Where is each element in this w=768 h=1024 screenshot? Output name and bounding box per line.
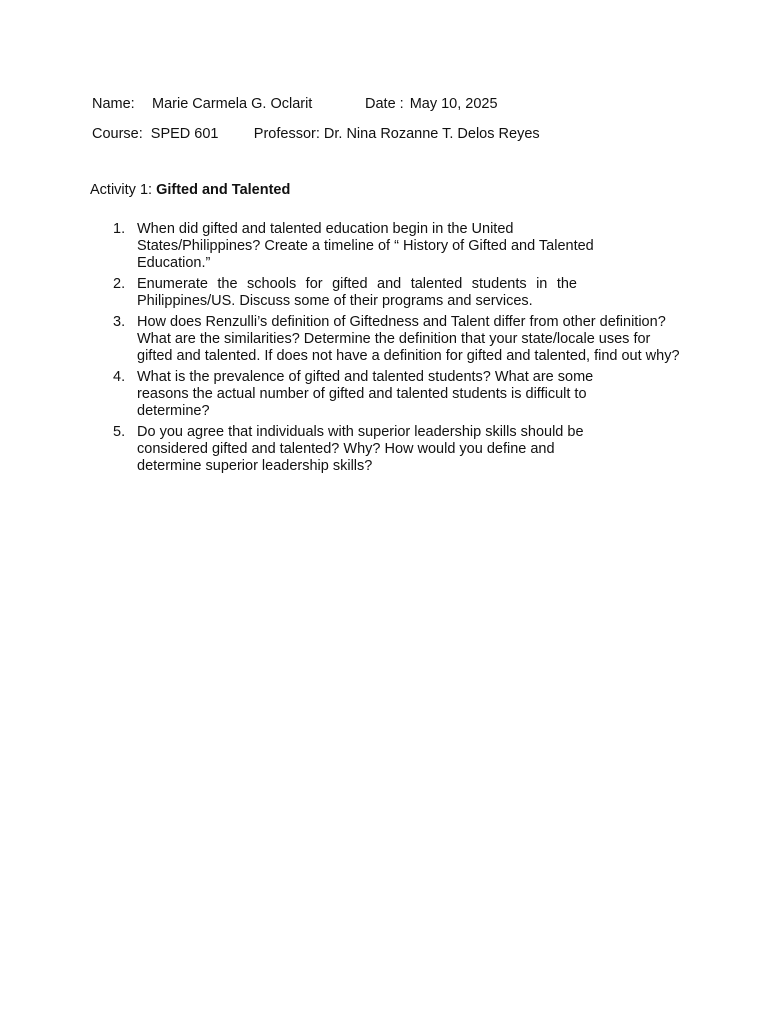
course-label: Course: bbox=[92, 126, 143, 142]
professor-label: Professor: bbox=[253, 126, 320, 142]
header-course-professor-row bbox=[92, 125, 540, 143]
course-value: SPED 601 bbox=[150, 126, 219, 142]
question-number: 5. bbox=[113, 424, 126, 440]
professor-value: Dr. Nina Rozanne T. Delos Reyes bbox=[323, 126, 540, 142]
activity-heading bbox=[90, 181, 290, 199]
activity-label: Activity 1: bbox=[90, 182, 153, 198]
header-name-date-row bbox=[92, 95, 498, 113]
question-text: When did gifted and talented education begin in the United States/Philippines? Create a timeline of “ History of Gifted and Talented Education.” bbox=[137, 221, 594, 271]
question-item bbox=[113, 314, 683, 365]
activity-title: Gifted and Talented bbox=[156, 182, 291, 198]
question-item bbox=[113, 276, 683, 310]
question-text: Do you agree that individuals with superior leadership skills should be considered gifted and talented? Why? How would you define and determine superior leadership skills? bbox=[137, 424, 584, 474]
question-number: 2. bbox=[113, 276, 126, 292]
question-number: 3. bbox=[113, 314, 126, 330]
date-label: Date : bbox=[365, 96, 404, 112]
question-list bbox=[113, 221, 683, 479]
question-item bbox=[113, 221, 683, 272]
name-value: Marie Carmela G. Oclarit bbox=[152, 96, 313, 112]
name-label: Name: bbox=[92, 96, 135, 112]
question-number: 1. bbox=[113, 221, 126, 237]
question-item bbox=[113, 369, 683, 420]
question-text: How does Renzulli’s definition of Giftedness and Talent differ from other definition? What are the similarities? Determine the definition that your state/locale uses for gifted and talented. If does not have a definition for gifted and talented, find out why? bbox=[137, 314, 680, 364]
date-value: May 10, 2025 bbox=[409, 96, 498, 112]
question-number: 4. bbox=[113, 369, 126, 385]
question-item bbox=[113, 424, 683, 475]
question-text: Enumerate the schools for gifted and talented students in the Philippines/US. Discuss some of their programs and services. bbox=[137, 276, 577, 309]
question-text: What is the prevalence of gifted and talented students? What are some reasons the actual number of gifted and talented students is difficult to determine? bbox=[137, 369, 594, 419]
